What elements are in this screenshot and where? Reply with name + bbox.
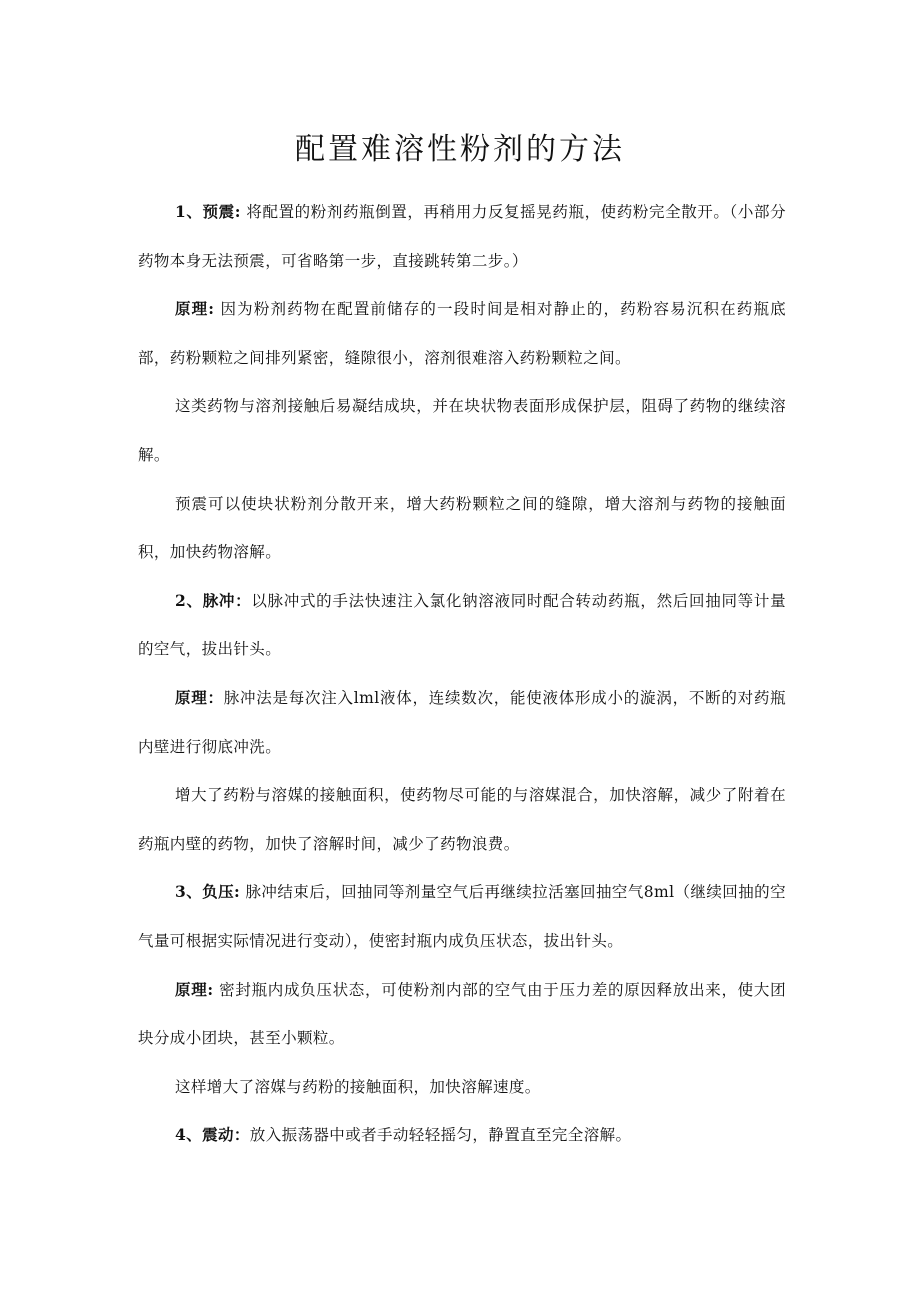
document-body <box>138 188 786 1160</box>
paragraph-step2-principle <box>138 674 786 771</box>
page-title: 配置难溶性粉剂的方法 <box>295 132 625 167</box>
paragraph-step1-principle <box>138 285 786 382</box>
paragraph-step2-effect <box>138 771 786 868</box>
paragraph-lead: 2、脉冲： <box>175 590 252 610</box>
paragraph-step1 <box>138 188 786 285</box>
paragraph-step2 <box>138 577 786 674</box>
paragraph-lead: 1、预震: <box>175 202 241 221</box>
paragraph-step3 <box>138 868 786 965</box>
paragraph-step3-effect <box>138 1063 786 1112</box>
paragraph-text: 预震可以使块状粉剂分散开来，增大药粉颗粒之间的缝隙，增大溶剂与药物的接触面积，加快药物溶解。 <box>138 494 786 562</box>
paragraph-lead: 3、负压: <box>175 882 241 902</box>
paragraph-text: 脉冲法是每次注入lml液体，连续数次，能使液体形成小的漩涡，不断的对药瓶内壁进行彻底冲洗。 <box>138 688 786 756</box>
paragraph-text: 因为粉剂药物在配置前储存的一段时间是相对静止的，药粉容易沉积在药瓶底部，药粉颗粒之间排列紧密，缝隙很小，溶剂很难溶入药粉颗粒之间。 <box>138 300 786 367</box>
paragraph-text: 这样增大了溶媒与药粉的接触面积，加快溶解速度。 <box>175 1077 541 1096</box>
paragraph-text: 以脉冲式的手法快速注入氯化钠溶液同时配合转动药瓶，然后回抽同等计量的空气，拔出针头。 <box>138 591 786 659</box>
paragraph-step4 <box>138 1111 786 1160</box>
paragraph-text: 放入振荡器中或者手动轻轻摇匀，静置直至完全溶解。 <box>249 1126 632 1145</box>
paragraph-lead: 4、震动： <box>175 1125 250 1145</box>
paragraph-step1-detail <box>138 382 786 479</box>
paragraph-lead: 原理: <box>175 299 215 319</box>
paragraph-text: 增大了药粉与溶媒的接触面积，使药物尽可能的与溶媒混合，加快溶解，减少了附着在药瓶内壁的药物，加快了溶解时间，减少了药物浪费。 <box>138 786 786 853</box>
paragraph-text: 脉冲结束后，回抽同等剂量空气后再继续拉活塞回抽空气8ml（继续回抽的空气量可根据实际情况进行变动），使密封瓶内成负压状态，拔出针头。 <box>138 883 786 950</box>
paragraph-text: 将配置的粉剂药瓶倒置，再稍用力反复摇晃药瓶，使药粉完全散开。（小部分药物本身无法预震，可省略第一步，直接跳转第二步。） <box>138 203 786 270</box>
paragraph-text: 这类药物与溶剂接触后易凝结成块，并在块状物表面形成保护层，阻碍了药物的继续溶解。 <box>138 397 786 464</box>
paragraph-lead: 原理: <box>175 979 214 999</box>
paragraph-lead: 原理： <box>175 687 224 707</box>
paragraph-step1-effect <box>138 480 786 577</box>
paragraph-text: 密封瓶内成负压状态，可使粉剂内部的空气由于压力差的原因释放出来，使大团块分成小团块，甚至小颗粒。 <box>138 980 786 1048</box>
paragraph-step3-principle <box>138 966 786 1063</box>
